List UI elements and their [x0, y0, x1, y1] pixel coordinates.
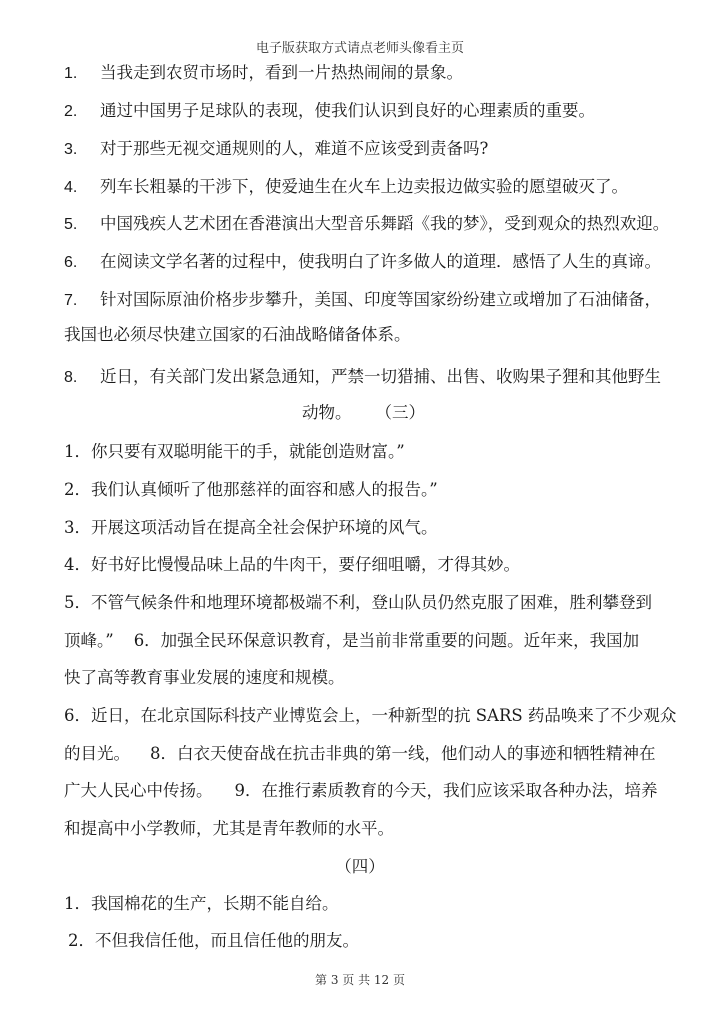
- s3-line-2: 2．我们认真倾听了他那慈祥的面容和感人的报告。”: [64, 480, 438, 499]
- item-6: [64, 251, 661, 274]
- item-8-continued-with-heading: [302, 402, 425, 424]
- s3-line-4: 4．好书好比慢慢品味上品的牛肉干，要仔细咀嚼，才得其妙。: [64, 555, 520, 574]
- item-2: [64, 100, 595, 123]
- item-1: [64, 62, 463, 85]
- item-7-continued: 我国也必须尽快建立国家的石油战略储备体系。: [64, 325, 411, 344]
- item-text: 在阅读文学名著的过程中，使我明白了许多做人的道理．感悟了人生的真谛。: [100, 252, 661, 271]
- s3-line-10a: 广大人民心中传扬。: [64, 781, 213, 800]
- item-8: [64, 366, 661, 389]
- item-5: [64, 213, 669, 236]
- item-text: 近日，有关部门发出紧急通知，严禁一切猎捕、出售、收购果子狸和其他野生: [100, 367, 661, 386]
- s3-line-5: 5．不管气候条件和地理环境都极端不利，登山队员仍然克服了困难，胜利攀登到: [64, 593, 652, 612]
- item-number: 1.: [64, 65, 78, 82]
- s3-line-10: [64, 780, 658, 802]
- s3-line-6a: 顶峰。”: [64, 631, 114, 650]
- section-3-heading: （三）: [375, 403, 425, 422]
- item-number: 2.: [64, 103, 78, 120]
- s4-line-2: 2．不但我信任他，而且信任他的朋友。: [68, 931, 359, 950]
- s3-line-9b: 8．白衣天使奋战在抗击非典的第一线，他们动人的事迹和牺牲精神在: [150, 744, 656, 763]
- item-text: 针对国际原油价格步步攀升，美国、印度等国家纷纷建立或增加了石油储备，: [100, 290, 661, 309]
- s3-line-9a: 的目光。: [64, 744, 130, 763]
- section-4-heading: （四）: [335, 857, 385, 876]
- item-text: 对于那些无视交通规则的人，难道不应该受到责备吗?: [100, 139, 489, 158]
- item-3: [64, 138, 488, 161]
- page-header: 电子版获取方式请点老师头像看主页: [255, 41, 464, 56]
- item-text: 通过中国男子足球队的表现，使我们认识到良好的心理素质的重要。: [100, 101, 595, 120]
- s3-line-11: 和提高中小学教师，尤其是青年教师的水平。: [64, 819, 394, 838]
- s3-line-7: 快了高等教育事业发展的速度和规模。: [64, 668, 345, 687]
- s3-line-10b: 9．在推行素质教育的今天，我们应该采取各种办法，培养: [234, 781, 658, 800]
- item-number: 8.: [64, 369, 78, 386]
- s4-line-1: 1．我国棉花的生产，长期不能自给。: [64, 894, 339, 913]
- s3-line-6: [64, 630, 639, 652]
- s3-line-3: 3．开展这项活动旨在提高全社会保护环境的风气。: [64, 518, 438, 537]
- item-number: 3.: [64, 141, 78, 158]
- item-number: 4.: [64, 179, 78, 196]
- item-7: [64, 289, 661, 312]
- item-number: 6.: [64, 254, 78, 271]
- item-text: 中国残疾人艺术团在香港演出大型音乐舞蹈《我的梦》，受到观众的热烈欢迎。: [100, 214, 670, 233]
- item-text: 列车长粗暴的干涉下，使爱迪生在火车上边卖报边做实验的愿望破灭了。: [100, 177, 628, 196]
- item-text: 当我走到农贸市场时，看到一片热热闹闹的景象。: [100, 63, 463, 82]
- s3-line-9: [64, 743, 656, 765]
- page-footer: 第 3 页 共 12 页: [315, 973, 405, 987]
- item-4: [64, 176, 628, 199]
- s3-line-6b: 6．加强全民环保意识教育，是当前非常重要的问题。近年来，我国加: [133, 631, 640, 650]
- item-8-tail: 动物。: [302, 403, 352, 422]
- s3-line-1: 1．你只要有双聪明能干的手，就能创造财富。”: [64, 442, 405, 461]
- item-number: 7.: [64, 292, 78, 309]
- s3-line-8: 6．近日，在北京国际科技产业博览会上，一种新型的抗 SARS 药品唤来了不少观众: [64, 706, 677, 725]
- item-number: 5.: [64, 216, 78, 233]
